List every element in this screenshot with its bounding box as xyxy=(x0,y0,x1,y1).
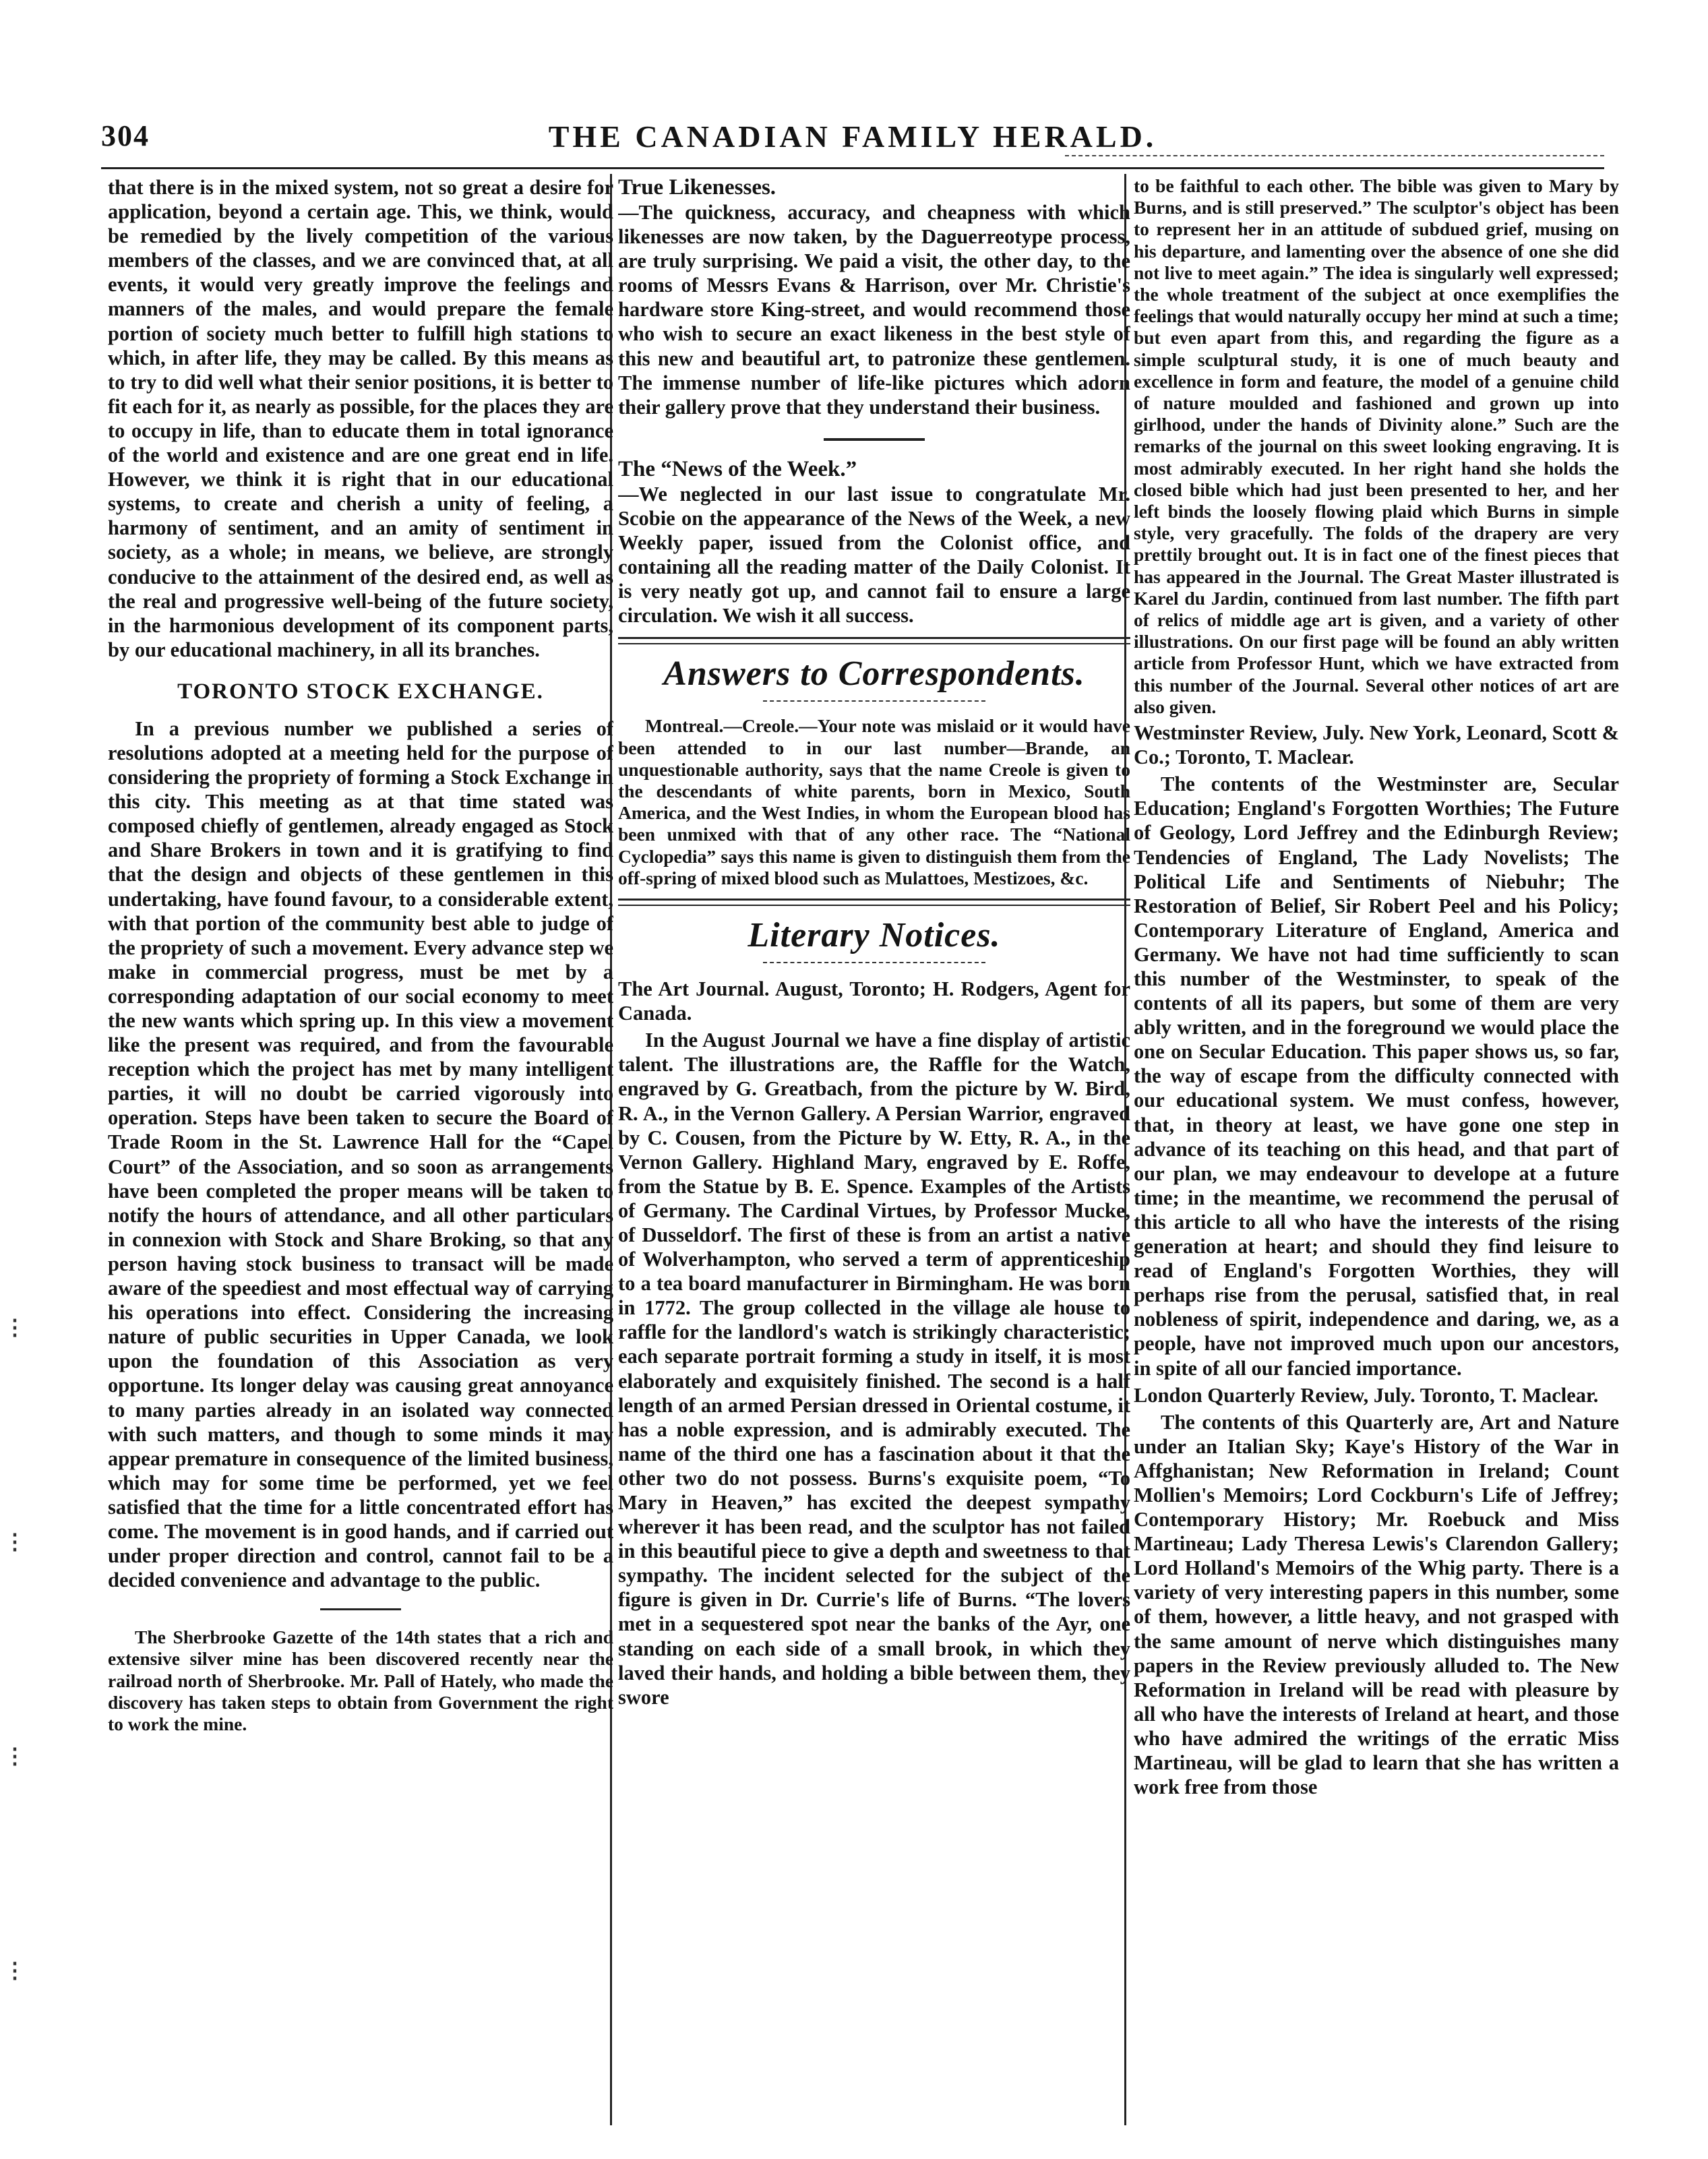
dotted-rule xyxy=(763,962,985,963)
art-journal-paragraph: In the August Journal we have a fine display of artistic talent. The illustrations are, the Raffle for the Watch, engraved by G. Greatbach, from the picture by W. Bird, R. A., in the Vernon Gallery. A Persian Warrior, engraved by C. Cousen, from the Picture by W. Etty, R. A., in the Vernon Gallery. Highland Mary, engraved by E. Roffe, from the Statue by B. E. Spence. Examples of the Artists of Germany. The Cardinal Virtues, by Professor Mucke, of Dusseldorf. The first of these is from an artist a native of Wolverhampton, who served a term of apprenticeship to a tea board manufacturer in Birmingham. He was born in 1772. The group collected in the village ale house to raffle for the landlord's watch is strikingly characteristic; each separate portrait forming a study in itself, it is most elaborately and exquisitely finished. The second is a half length of an armed Persian dressed in Oriental costume, it has a noble expression, and is admirably executed. The name of the third one has a fascination about it that the other two do not possess. Burns's exquisite poem, “To Mary in Heaven,” has excited the deepest sympathy wherever it has been read, and the sculptor has not failed in this beautiful piece to give a depth and sweetness to that sympathy. The incident selected for the subject of the figure is given in Dr. Currie's life of Burns. “The lovers met in a sequestered spot near the banks of the Ayr, one standing on each side of a small brook, in which they laved their hands, and holding a bible between them, they swore xyxy=(618,1029,1130,1709)
margin-marks: ⋮ ⋮ ⋮ ⋮ xyxy=(4,1315,26,1982)
london-quarterly-paragraph: The contents of this Quarterly are, Art and Nature under an Italian Sky; Kaye's History of the War in Affghanistan; New Reformation in Ireland; Count Mollien's Memoirs; Lord Cockburn's Life of Jeffrey; Contemporary History; Mr. Roebuck and Miss Martineau; Lady Theresa Lewis's Clarendon Gallery; Lord Holland's Memoirs of the Whig party. There is a variety of very interesting papers in this number, some of them, however, a little heavy, and not grasped with the same amount of nerve which distinguishes many papers in the Review previously alluded to. The New Reformation in Ireland will be read with pleasure by all who have the interests of Ireland at heart, and those who have admired the writings of the erratic Miss Martineau, will be glad to learn that she has written a work free from those xyxy=(1134,1410,1619,1799)
section-rule xyxy=(824,438,925,441)
dotted-rule xyxy=(763,700,985,702)
likeness-heading: True Likenesses. xyxy=(618,175,776,200)
stock-exchange-heading: TORONTO STOCK EXCHANGE. xyxy=(177,679,544,704)
literary-heading: Literary Notices. xyxy=(748,916,1001,955)
stock-exchange-paragraph: In a previous number we published a series of resolutions adopted at a meeting held for the purpose of considering the propriety of forming a Stock Exchange in this city. This meeting as at that time stated was composed chiefly of gentlemen, already engaged as Stock and Share Brokers in town and it is gratifying to find that the design and objects of these gentlemen in this undertaking, have found favour, to a considerable extent, with that portion of the community best able to judge of the propriety of such a movement. Every advance step we make in commercial progress, must be met by a corresponding adaptation of our social economy to meet the new wants which spring up. In this view a movement like the present was required, and from the favourable reception which the project has met by many intelligent parties, it will no doubt be carried vigorously into operation. Steps have been taken to secure the Board of Trade Room in the St. Lawrence Hall for the “Capel Court” of the Association, and so soon as arrangements have been completed the proper means will be taken to notify the hours of attendance, and all other particulars in connexion with Stock and Share Broking, so that any person having stock business to transact will be made aware of the speediest and most effectual way of carrying his operations into effect. Considering the increasing nature of public securities in Upper Canada, we look upon the foundation of this Association as very opportune. Its longer delay was causing great annoyance to many parties already in an isolated way connected with such matters, and though to some minds it may appear premature in consequence of the limited business, which may for some time be performed, yet we feel satisfied that the time for a little concentrated effort has come. The movement is in good hands, and if carried out under proper direction and control, cannot fail to be a decided convenience and advantage to the public. xyxy=(108,717,613,1592)
double-rule xyxy=(618,899,1130,906)
header-rule xyxy=(101,167,1604,169)
column-right xyxy=(1134,175,1619,2103)
section-rule xyxy=(320,1608,401,1610)
answers-paragraph: Montreal.—Creole.—Your note was mislaid or it would have been attended to in our last number—Brande, an unquestionable authority, says that the name Creole is given to the descendants of white parents, born in Mexico, South America, and the West Indies, in whom the European blood has been unmixed with that of any other race. The “National Cyclopedia” says this name is given to distinguish them from the off-spring of mixed blood such as Mulattoes, Mestizoes, &c. xyxy=(618,715,1130,888)
column-left xyxy=(108,175,613,2103)
double-rule xyxy=(618,637,1130,644)
page-number: 304 xyxy=(101,119,150,152)
westminster-heading: Westminster Review, July. New York, Leonard, Scott & Co.; Toronto, T. Maclear. xyxy=(1134,721,1619,769)
art-journal-continued: to be faithful to each other. The bible was given to Mary by Burns, and is still preserved.” The sculptor's object has been to represent her in an attitude of subdued grief, musing on his departure, and lamenting over the absence of one she did not live to meet again.” The idea is singularly well expressed; the whole treatment of the subject at once exemplifies the feelings that would naturally occupy her mind at such a time; but even apart from this, and regarding the figure as a simple sculptural study, it is one of much beauty and excellence in form and feature, the model of a genuine child of nature moulded and fashioned and grown up into girlhood, under the hands of Divinity alone.” Such are the remarks of the journal on this sweet looking engraving. It is most admirably executed. In her right hand she holds the closed bible which had just been presented to her, and her left binds the loosely flowing plaid which Burns in simple style, very gracefully. The folds of the drapery are very prettily brought out. It is in fact one of the finest pieces that has appeared in the Journal. The Great Master illustrated is Karel du Jardin, continued from last number. The fifth part of relics of middle age art is given, and a variety of other illustrations. On our first page will be found an ably written article from Professor Hunt, which we have extracted from this number of the Journal. Several other notices of art are also given. xyxy=(1134,175,1619,717)
masthead-title: THE CANADIAN FAMILY HERALD. xyxy=(548,119,1157,154)
column-middle xyxy=(618,175,1130,2103)
london-quarterly-heading: London Quarterly Review, July. Toronto, T. Maclear. xyxy=(1134,1383,1599,1407)
page-header xyxy=(101,119,1604,166)
likeness-paragraph: —The quickness, accuracy, and cheapness with which likenesses are now taken, by the Daguerreotype process, are truly surprising. We paid a visit, the other day, to the rooms of Messrs Evans & Harrison, over Mr. Christie's hardware store King-street, and would recommend those who wish to secure an exact likeness in the best style of this new and beautiful art, to patronize these gentlemen. The immense number of life-like pictures which adorn their gallery prove that they understand their business. xyxy=(618,201,1130,419)
answers-heading: Answers to Correspondents. xyxy=(663,655,1085,694)
news-paragraph: —We neglected in our last issue to congratulate Mr. Scobie on the appearance of the News of the Week, a new Weekly paper, issued from the Colonist office, and containing all the reading matter of the Daily Colonist. It is very neatly got up, and cannot fail to ensure a large circulation. We wish it all success. xyxy=(618,482,1130,628)
westminster-paragraph: The contents of the Westminster are, Secular Education; England's Forgotten Worthies; The Future of Geology, Lord Jeffrey and the Edinburgh Review; Tendencies of England, The Lady Novelists; The Political Life and Sentiments of Niebuhr; The Restoration of Belief, Sir Robert Peel and his Policy; Contemporary Literature of England, America and Germany. We have not had time sufficiently to scan this number of the Westminster, to speak of the contents of all its papers, but some of them are very ably written, and in the foreground we would place the one on Secular Education. This paper shows us, so far, the way of escape from the difficulty connected with our educational system. We must confess, however, that, in theory at least, we have gone one step in advance of its teaching on this head, and that part of our plan, we may endeavour to develope at a future time; in the meantime, we recommend the perusal of this article to all who have the interests of the rising generation at heart; and should they find leisure to read of England's Forgotten Worthies, they will perhaps rise from the perusal, satisfied that, in real nobleness of spirit, independence and daring, we, as a people, have not improved much upon our ancestors, in spite of all our fancied importance. xyxy=(1134,772,1619,1380)
sherbrooke-paragraph: The Sherbrooke Gazette of the 14th states that a rich and extensive silver mine has been discovered recently near the railroad north of Sherbrooke. Mr. Pall of Hately, who made the discovery has taken steps to obtain from Government the right to work the mine. xyxy=(108,1626,613,1735)
art-journal-heading: The Art Journal. August, Toronto; H. Rodgers, Agent for Canada. xyxy=(618,977,1130,1025)
news-heading: The “News of the Week.” xyxy=(618,456,857,481)
education-paragraph: that there is in the mixed system, not so great a desire for application, beyond a certain age. This, we think, would be remedied by the lively competition of the various members of the classes, and we are convinced that, at all events, it would very greatly improve the feelings and manners of the males, and would prepare the female portion of society much better to fulfill high stations to which, in after life, they may be called. By this means as to try to did well what their senior positions, it is better to fit each for it, as nearly as possible, for the places they are to occupy in life, than to educate them in total ignorance of the world and existence and are one great end in life. However, we think it is right that in our educational systems, to create and cherish a unity of feeling, a harmony of sentiment, and an amity of sentiment in society, as a whole; in means, we believe, are strongly conducive to the attainment of the desired end, as well as the real and progressive well-being of the future society, in the harmonious development of its component parts, by our educational machinery, in all its branches. xyxy=(108,176,613,661)
header-dash-rule xyxy=(1065,155,1604,156)
